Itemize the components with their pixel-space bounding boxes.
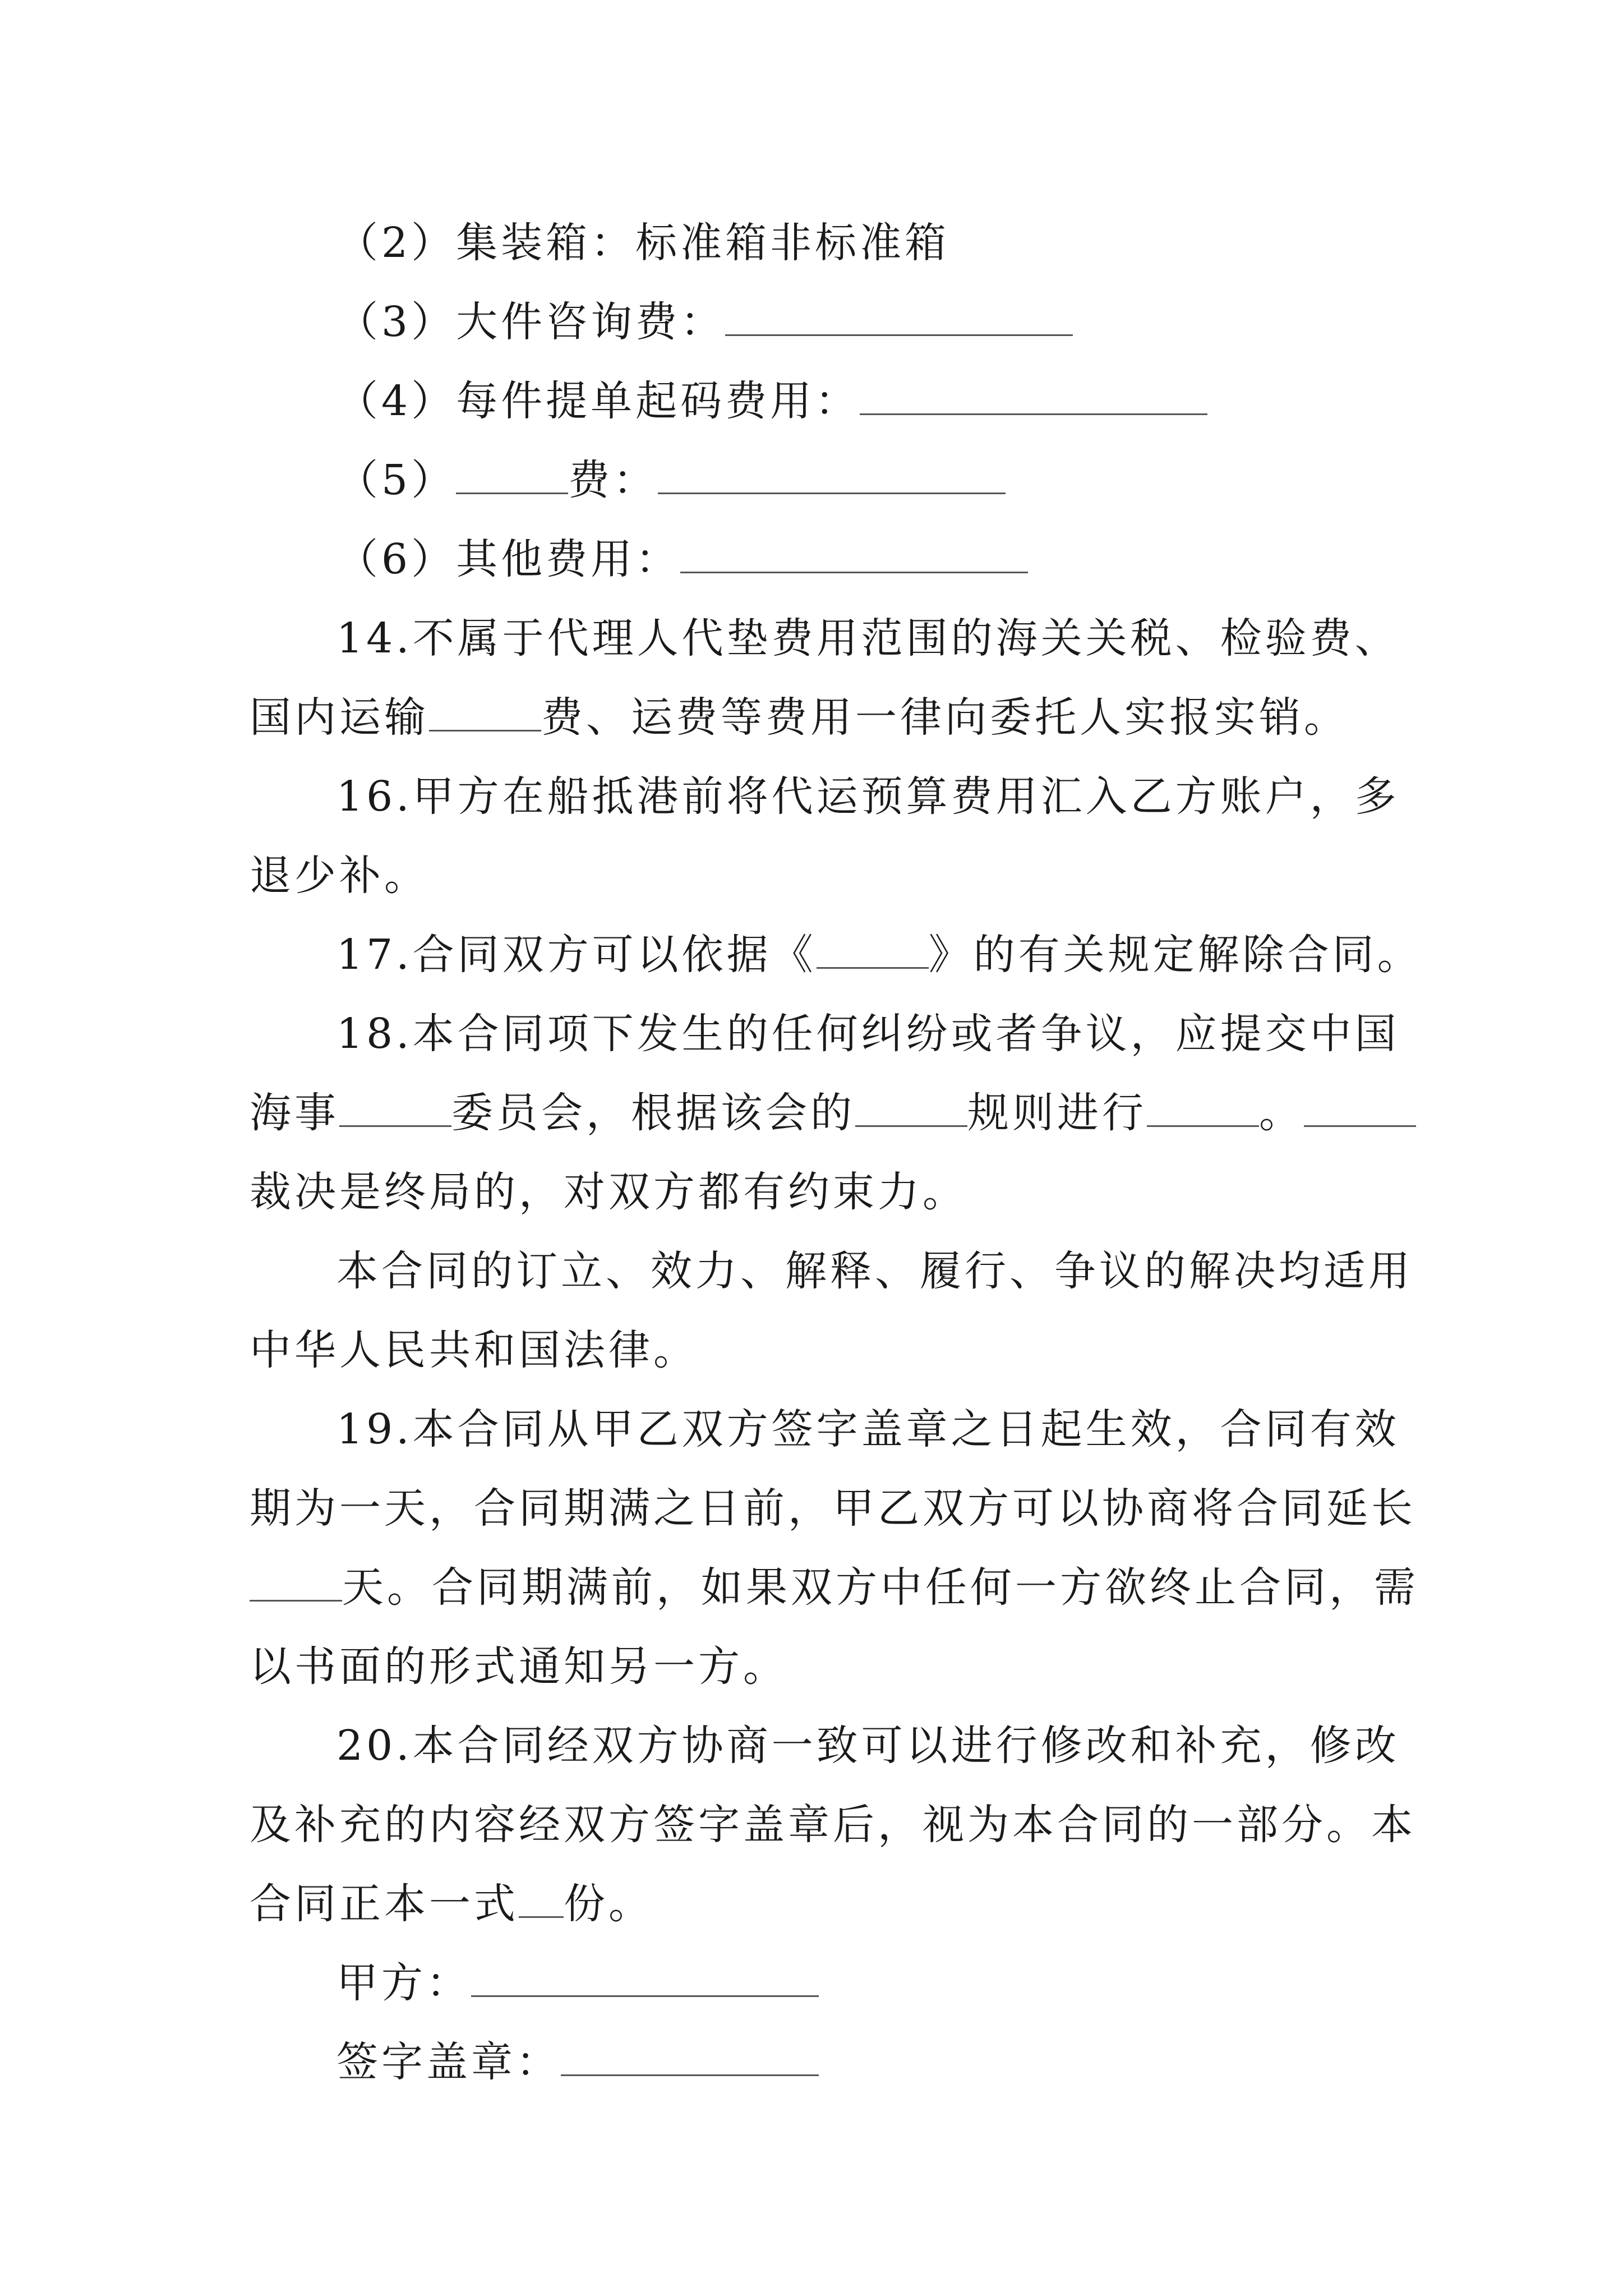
law-text-2: 中华人民共和国法律。 xyxy=(250,1326,698,1374)
clause-18-text-1: 18.本合同项下发生的任何纠纷或者争议，应提交中国 xyxy=(336,1010,1400,1058)
fee-item-4-blank[interactable] xyxy=(860,380,1207,415)
fee-item-container xyxy=(336,215,949,271)
clause-14-line-1 xyxy=(336,610,1400,666)
clause-20-blank[interactable] xyxy=(519,1883,564,1918)
clause-16-line-1 xyxy=(336,769,1400,825)
clause-19-line-4 xyxy=(250,1639,788,1695)
clause-18-blank-2[interactable] xyxy=(855,1092,967,1127)
seal-line xyxy=(336,2034,819,2090)
party-a-label: 甲方： xyxy=(336,1959,471,2007)
law-line-2 xyxy=(250,1322,698,1378)
seal-label: 签字盖章： xyxy=(336,2038,561,2086)
clause-18-line-1 xyxy=(336,1006,1400,1062)
clause-18-text-2b: 委员会，根据该会的 xyxy=(451,1089,855,1137)
fee-item-2: （2）集装箱：标准箱非标准箱 xyxy=(336,219,950,267)
clause-14-text-2b: 费、运费等费用一律向委托人实报实销。 xyxy=(541,693,1349,742)
clause-17-text-a: 17.合同双方可以依据《 xyxy=(336,931,817,979)
clause-18-text-2a: 海事 xyxy=(250,1089,339,1137)
clause-18-line-3 xyxy=(250,1164,967,1220)
fee-item-6: （6）其他费用： xyxy=(336,535,681,583)
clause-14-text-2a: 国内运输 xyxy=(250,693,429,742)
clause-19-line-2 xyxy=(250,1480,1416,1536)
fee-item-3-line xyxy=(336,294,1073,350)
clause-19-line-1 xyxy=(336,1401,1400,1457)
fee-item-5-suffix: 费： xyxy=(568,456,658,504)
clause-16-text-1: 16.甲方在船抵港前将代运预算费用汇入乙方账户，多 xyxy=(336,772,1400,821)
clause-18-line-2 xyxy=(250,1085,1416,1141)
clause-17-blank[interactable] xyxy=(817,933,929,969)
fee-item-3: （3）大件咨询费： xyxy=(336,298,726,346)
fee-item-5-name-blank[interactable] xyxy=(456,459,568,494)
clause-19-blank[interactable] xyxy=(250,1566,342,1602)
clause-18-text-3: 裁决是终局的，对双方都有约束力。 xyxy=(250,1168,967,1216)
fee-item-3-blank[interactable] xyxy=(725,301,1073,336)
clause-20-text-2: 及补充的内容经双方签字盖章后，视为本合同的一部分。本 xyxy=(250,1801,1416,1849)
clause-16-text-2: 退少补。 xyxy=(250,852,429,900)
clause-18-blank-3[interactable] xyxy=(1147,1092,1259,1127)
clause-20-text-1: 20.本合同经双方协商一致可以进行修改和补充，修改 xyxy=(336,1722,1400,1770)
seal-blank[interactable] xyxy=(561,2041,819,2076)
party-a-blank[interactable] xyxy=(471,1962,819,1997)
clause-14-blank[interactable] xyxy=(429,696,541,731)
law-line-1 xyxy=(336,1243,1413,1299)
fee-item-6-blank[interactable] xyxy=(680,538,1028,573)
fee-item-5-label: （5） xyxy=(336,456,457,504)
clause-16-line-2 xyxy=(250,848,429,904)
clause-14-line-2 xyxy=(250,689,1349,746)
clause-20-text-3a: 合同正本一式 xyxy=(250,1880,519,1928)
party-a-line xyxy=(336,1955,819,2011)
clause-14-text-1: 14.不属于代理人代垫费用范围的海关关税、检验费、 xyxy=(336,614,1400,662)
clause-17-text-b: 》的有关规定解除合同。 xyxy=(928,931,1422,979)
clause-19-text-3: 天。合同期满前，如果双方中任何一方欲终止合同，需 xyxy=(342,1563,1419,1612)
clause-19-text-1: 19.本合同从甲乙双方签字盖章之日起生效，合同有效 xyxy=(336,1405,1400,1453)
fee-item-6-line xyxy=(336,531,1028,587)
clause-19-line-3 xyxy=(250,1559,1419,1616)
fee-item-5-blank[interactable] xyxy=(658,459,1006,494)
clause-18-text-2d: 。 xyxy=(1259,1089,1304,1137)
clause-19-text-4: 以书面的形式通知另一方。 xyxy=(250,1642,788,1691)
fee-item-4: （4）每件提单起码费用： xyxy=(336,377,860,425)
clause-20-text-3b: 份。 xyxy=(564,1880,653,1928)
clause-18-blank-1[interactable] xyxy=(339,1092,451,1127)
clause-20-line-3 xyxy=(250,1876,653,1932)
law-text-1: 本合同的订立、效力、解释、履行、争议的解决均适用 xyxy=(336,1247,1413,1295)
clause-17-line xyxy=(336,927,1422,983)
clause-20-line-2 xyxy=(250,1797,1416,1853)
clause-19-text-2: 期为一天，合同期满之日前，甲乙双方可以协商将合同延长 xyxy=(250,1484,1416,1533)
clause-18-text-2c: 规则进行 xyxy=(967,1089,1147,1137)
clause-20-line-1 xyxy=(336,1718,1400,1774)
fee-item-4-line xyxy=(336,373,1207,429)
fee-item-5-line xyxy=(336,452,1006,508)
clause-18-blank-4[interactable] xyxy=(1304,1092,1416,1127)
